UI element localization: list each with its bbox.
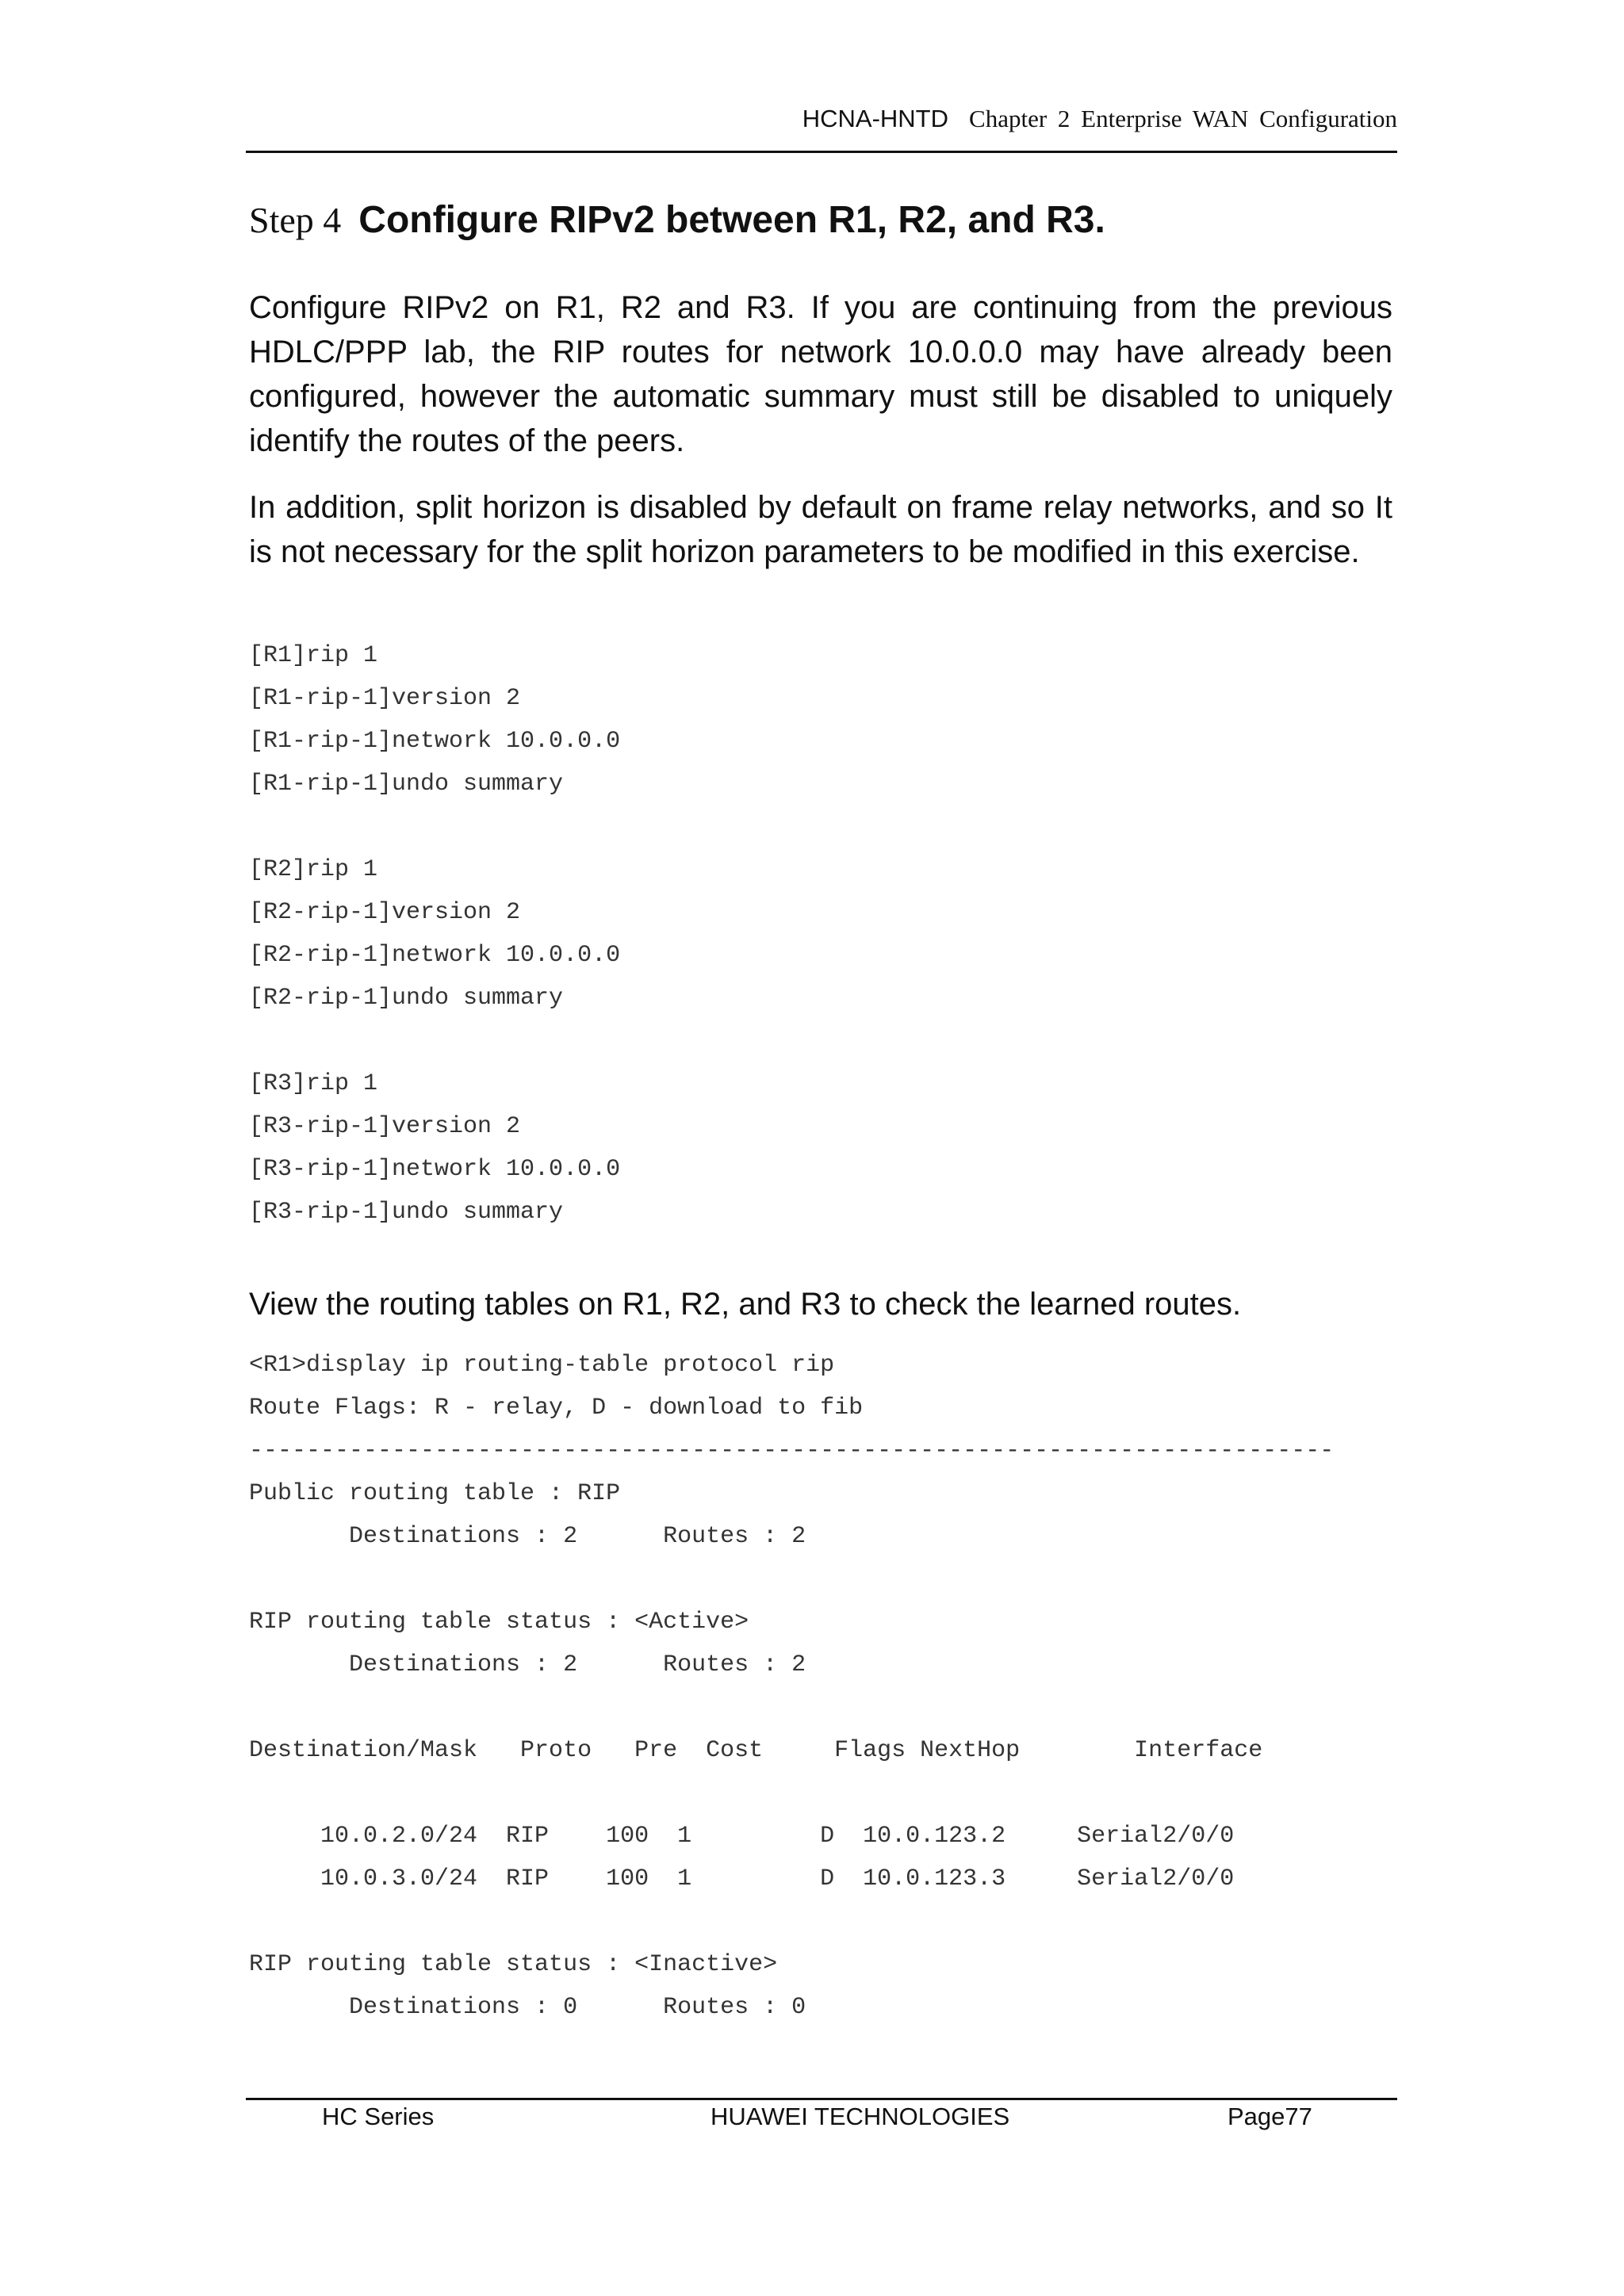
output-line bbox=[249, 1686, 1399, 1729]
output-line bbox=[249, 1900, 1399, 1943]
output-line bbox=[249, 1772, 1399, 1815]
running-header bbox=[246, 103, 1397, 135]
code-line bbox=[249, 806, 1399, 848]
output-line: 10.0.3.0/24 RIP 100 1 D 10.0.123.3 Serial2/0/0 bbox=[249, 1866, 1235, 1892]
paragraph-view-routes: View the routing tables on R1, R2, and R3 to check the learned routes. bbox=[249, 1287, 1242, 1322]
code-line: [R3-rip-1]undo summary bbox=[249, 1199, 564, 1226]
footer-company: HUAWEI TECHNOLOGIES bbox=[710, 2103, 1010, 2130]
code-line: [R2]rip 1 bbox=[249, 856, 378, 883]
footer-series: HC Series bbox=[322, 2103, 435, 2130]
footer-rule bbox=[246, 2098, 1397, 2100]
header-rule bbox=[246, 151, 1397, 153]
output-line: RIP routing table status : <Inactive> bbox=[249, 1951, 778, 1978]
code-line: [R1-rip-1]network 10.0.0.0 bbox=[249, 728, 621, 755]
step-number: Step 4 bbox=[249, 200, 342, 240]
code-line: [R1-rip-1]version 2 bbox=[249, 685, 521, 712]
header-chapter: Chapter 2 Enterprise WAN Configuration bbox=[969, 105, 1397, 132]
output-line: Destinations : 2 Routes : 2 bbox=[249, 1651, 806, 1678]
code-line: [R2-rip-1]version 2 bbox=[249, 899, 521, 926]
output-line: ---------------------------------------------------------------------------- bbox=[249, 1437, 1335, 1464]
code-line: [R2-rip-1]network 10.0.0.0 bbox=[249, 942, 621, 969]
paragraph-intro: Configure RIPv2 on R1, R2 and R3. If you are continuing from the previous HDLC/PPP lab, the RIP routes for network 10.0.0.0 may have already been configured, however the automatic summary must still be disabled to uniquely identify the routes of the peers. bbox=[249, 290, 1392, 458]
output-line bbox=[249, 1558, 1399, 1601]
output-line: Destination/Mask Proto Pre Cost Flags NextHop Interface bbox=[249, 1737, 1263, 1764]
header-course: HCNA-HNTD bbox=[802, 105, 949, 132]
config-code-block bbox=[249, 634, 1399, 1234]
code-line: [R1-rip-1]undo summary bbox=[249, 771, 564, 798]
routing-output-block bbox=[249, 1344, 1399, 2029]
code-line: [R2-rip-1]undo summary bbox=[249, 985, 564, 1012]
paragraph-split-horizon: In addition, split horizon is disabled by default on frame relay networks, and so It is not necessary for the split horizon parameters to be modified in this exercise. bbox=[249, 490, 1392, 569]
output-line: Destinations : 0 Routes : 0 bbox=[249, 1994, 806, 2021]
output-line: Destinations : 2 Routes : 2 bbox=[249, 1523, 806, 1550]
code-line: [R1]rip 1 bbox=[249, 642, 378, 669]
step-title: Configure RIPv2 between R1, R2, and R3. bbox=[358, 199, 1105, 241]
output-line: Route Flags: R - relay, D - download to fib bbox=[249, 1395, 864, 1422]
output-line: 10.0.2.0/24 RIP 100 1 D 10.0.123.2 Serial2/0/0 bbox=[249, 1823, 1235, 1850]
code-line: [R3-rip-1]network 10.0.0.0 bbox=[249, 1156, 621, 1183]
footer-page-number: Page77 bbox=[1228, 2103, 1312, 2130]
code-line bbox=[249, 1020, 1399, 1062]
code-line: [R3-rip-1]version 2 bbox=[249, 1113, 521, 1140]
code-line: [R3]rip 1 bbox=[249, 1070, 378, 1097]
step-heading bbox=[249, 198, 1399, 242]
output-line: Public routing table : RIP bbox=[249, 1480, 621, 1507]
output-line: <R1>display ip routing-table protocol rip bbox=[249, 1352, 835, 1379]
output-line: RIP routing table status : <Active> bbox=[249, 1609, 749, 1636]
